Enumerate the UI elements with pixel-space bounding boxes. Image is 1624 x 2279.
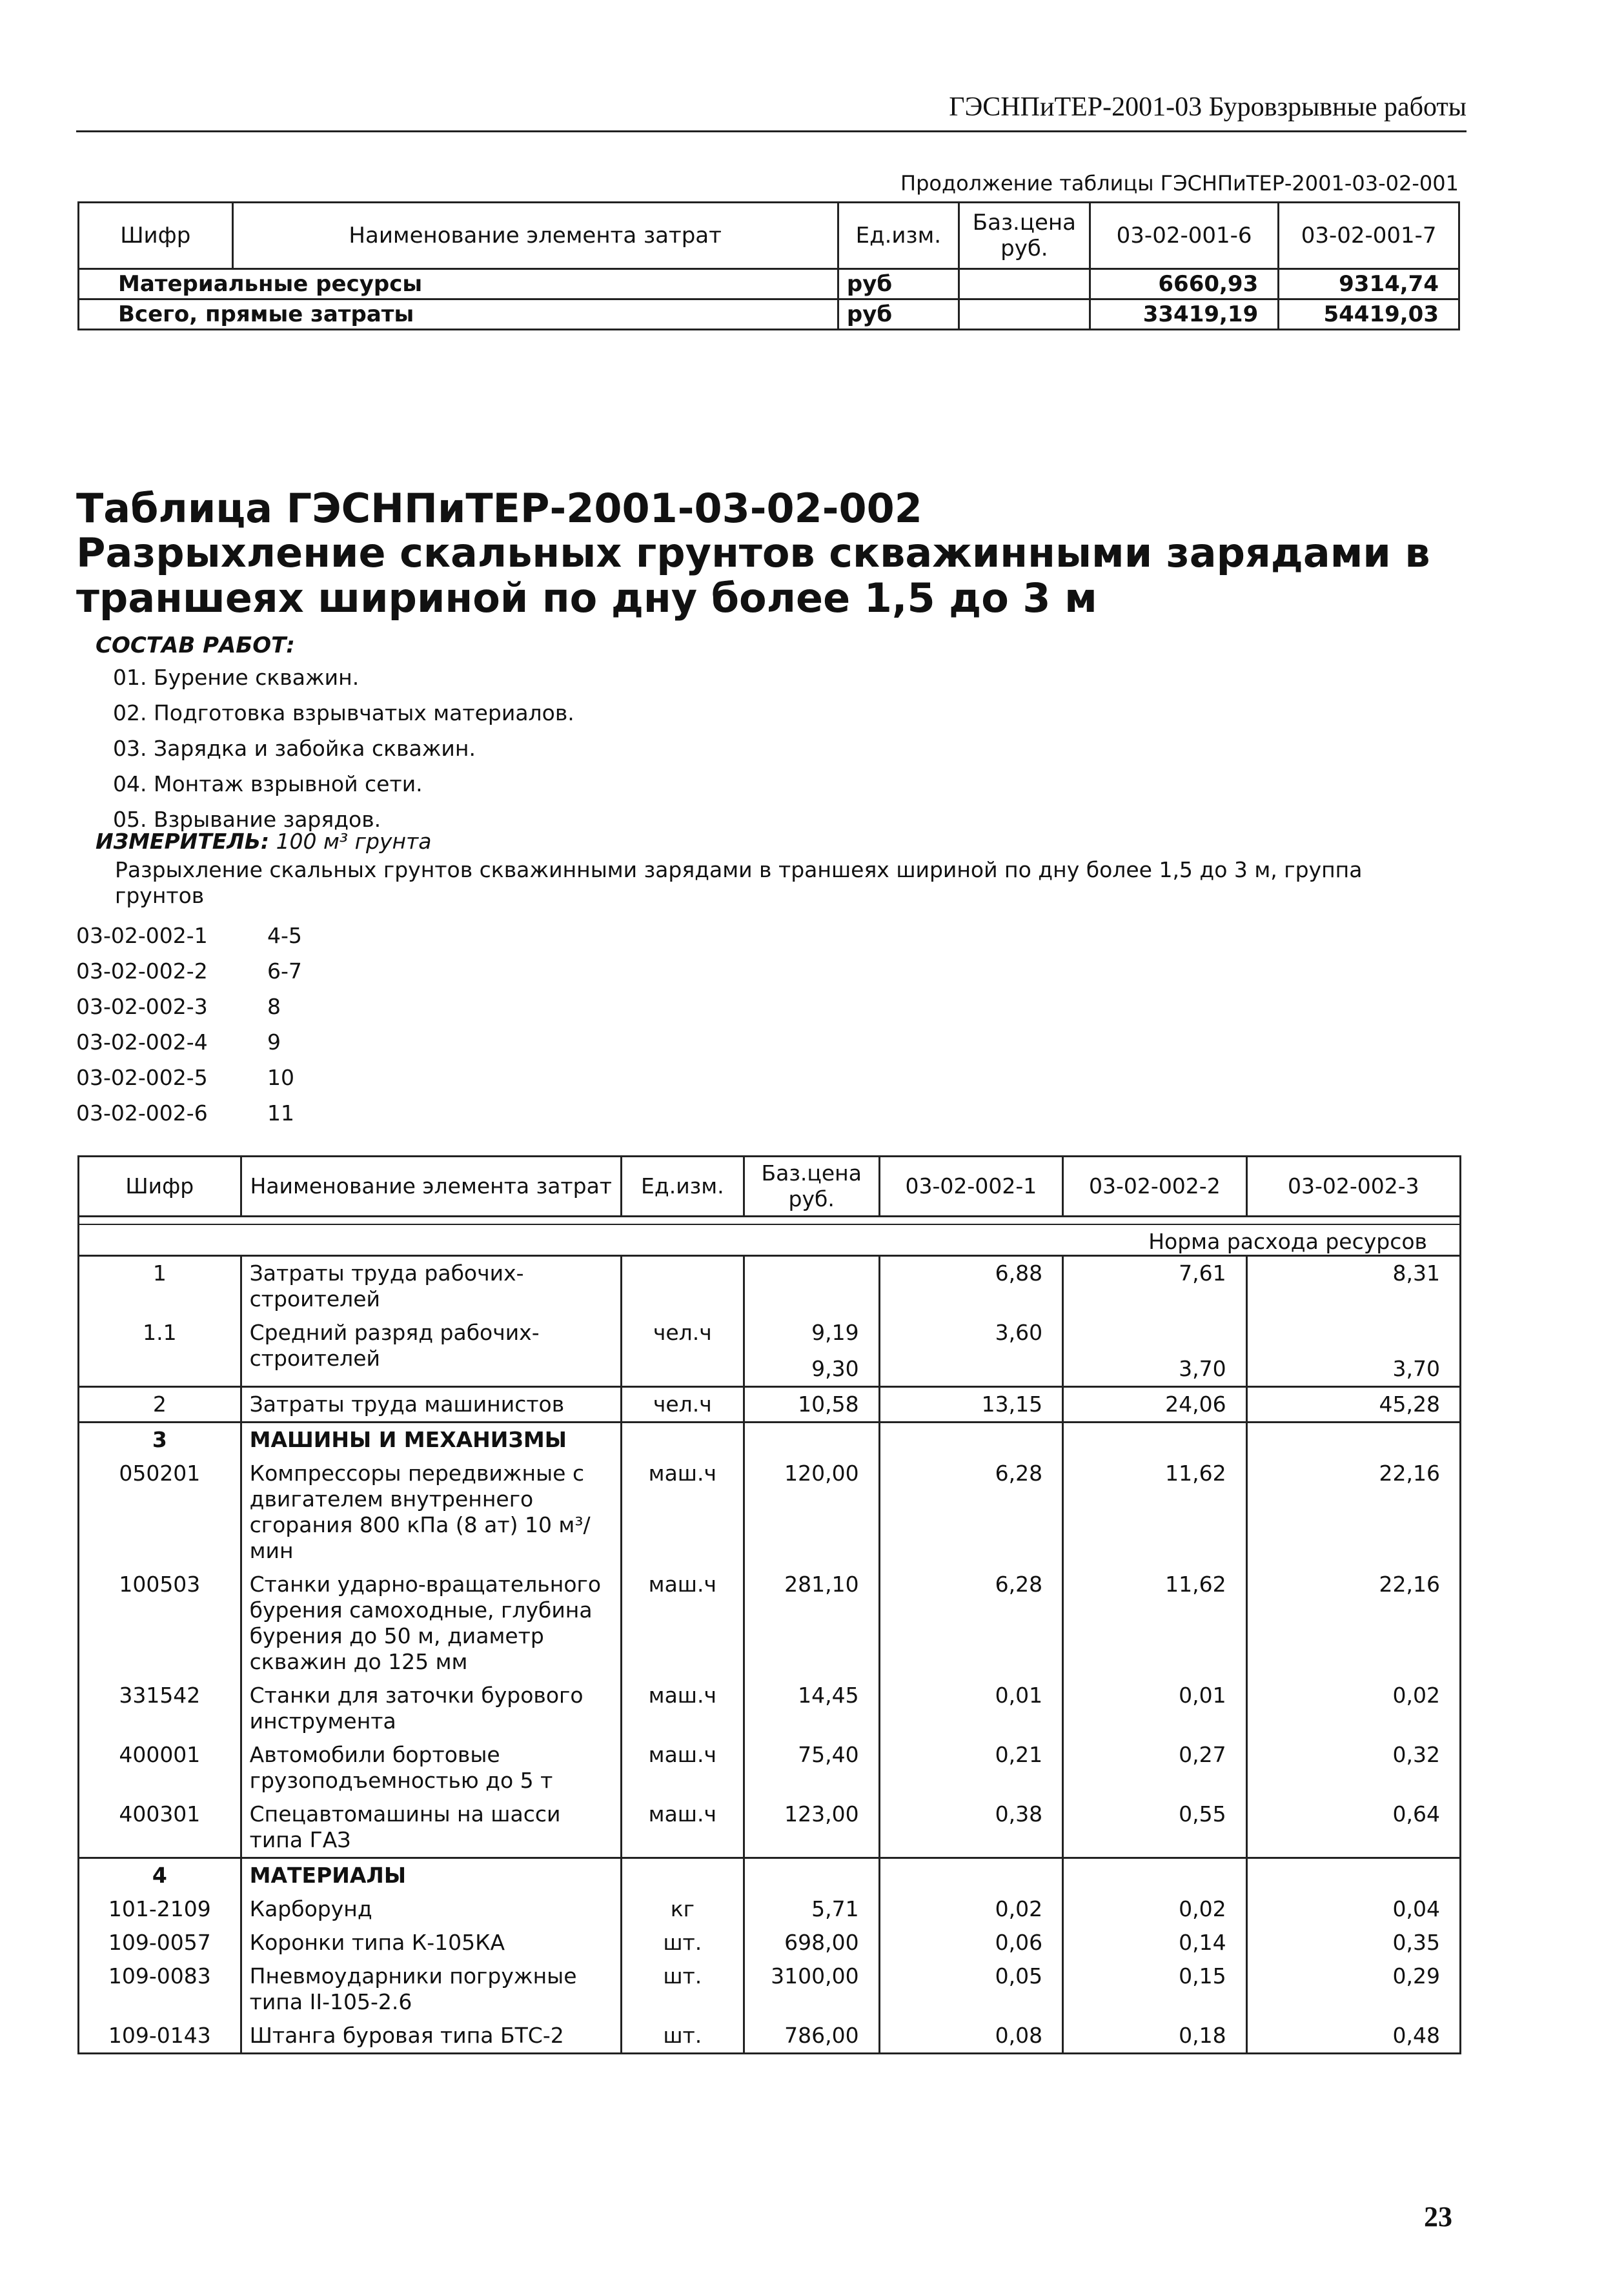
soil-group: 6-7 xyxy=(267,958,302,984)
row-price: 698,00 xyxy=(744,1926,879,1960)
section-row-materials xyxy=(79,1858,1461,1893)
row-name: Материальные ресурсы xyxy=(79,269,838,299)
soil-group: 11 xyxy=(267,1100,294,1126)
list-item: 04. Монтаж взрывной сети. xyxy=(113,771,423,796)
table-row xyxy=(79,1457,1461,1568)
list-item: 05. Взрывание зарядов. xyxy=(113,807,381,832)
norm-code: 03-02-002-2 xyxy=(76,958,208,984)
row-unit: маш.ч xyxy=(621,1798,744,1858)
list-item xyxy=(76,1024,302,1060)
row-code: 400301 xyxy=(119,1801,201,1827)
row-value-1: 0,02 xyxy=(879,1892,1062,1926)
row-value-1: 0,05 xyxy=(879,1960,1062,2019)
row-value-2 xyxy=(1063,1316,1246,1387)
row-price: 14,45 xyxy=(744,1679,879,1738)
row-unit: шт. xyxy=(621,1926,744,1960)
row-price xyxy=(959,269,1090,299)
row-unit: шт. xyxy=(621,2019,744,2054)
value-2: 3,70 xyxy=(1179,1356,1226,1381)
row-value-2: 11,62 xyxy=(1063,1568,1246,1679)
row-code: 109-0083 xyxy=(108,1963,211,1989)
row-value-1: 6660,93 xyxy=(1090,269,1278,299)
row-unit: руб xyxy=(838,299,959,330)
row-unit: маш.ч xyxy=(621,1568,744,1679)
row-name: Спецавтомашины на шасси типа ГАЗ xyxy=(241,1798,621,1858)
row-value-2: 54419,03 xyxy=(1279,299,1459,330)
row-name: Всего, прямые затраты xyxy=(79,299,838,330)
soil-group: 9 xyxy=(267,1029,281,1055)
row-name: Станки для заточки бурового инструмента xyxy=(241,1679,621,1738)
row-value-1: 6,88 xyxy=(879,1256,1062,1317)
row-value-1: 3,60 xyxy=(879,1316,1062,1387)
resource-table xyxy=(77,1155,1461,2054)
row-name: Средний разряд рабочих-строителей xyxy=(241,1316,621,1387)
soil-group: 4-5 xyxy=(267,923,302,948)
row-value-2: 0,55 xyxy=(1063,1798,1246,1858)
row-name: Затраты труда рабочих-строителей xyxy=(241,1256,621,1317)
meter-line xyxy=(96,827,432,856)
row-unit: чел.ч xyxy=(621,1387,744,1423)
works-list xyxy=(113,660,574,837)
row-price xyxy=(959,299,1090,330)
table-row xyxy=(79,1738,1461,1798)
row-value-1: 6,28 xyxy=(879,1457,1062,1568)
meter-value: 100 м³ грунта xyxy=(276,829,432,854)
list-item xyxy=(76,918,302,953)
section-title: МАШИНЫ И МЕХАНИЗМЫ xyxy=(241,1423,621,1457)
row-value-2: 7,61 xyxy=(1063,1256,1246,1317)
row-price: 281,10 xyxy=(744,1568,879,1679)
table-row xyxy=(79,269,1459,299)
continuation-table-header-row xyxy=(79,203,1459,269)
row-code: 101-2109 xyxy=(108,1896,211,1921)
running-title: ГЭСНПиТЕР-2001-03 Буровзрывные работы xyxy=(949,92,1467,122)
row-code: 100503 xyxy=(119,1572,201,1597)
norm-label: Норма расхода ресурсов xyxy=(79,1224,1461,1256)
row-name: Штанга буровая типа БТС-2 xyxy=(241,2019,621,2054)
norm-label-row xyxy=(79,1224,1461,1256)
table-row xyxy=(79,1960,1461,2019)
row-value-3: 0,35 xyxy=(1246,1926,1460,1960)
table-row xyxy=(79,1892,1461,1926)
header-cell-name: Наименование элемента затрат xyxy=(241,1157,621,1217)
table-row xyxy=(79,1256,1461,1317)
code-group-list xyxy=(76,918,302,1131)
row-code: 1.1 xyxy=(143,1320,177,1345)
row-code: 400001 xyxy=(119,1742,201,1767)
header-cell-col2: 03-02-002-2 xyxy=(1063,1157,1246,1217)
table-row xyxy=(79,299,1459,330)
row-unit: кг xyxy=(621,1892,744,1926)
row-value-2: 0,27 xyxy=(1063,1738,1246,1798)
list-item xyxy=(76,989,302,1024)
row-value-2: 9314,74 xyxy=(1279,269,1459,299)
table-row xyxy=(79,1568,1461,1679)
table-row xyxy=(79,1798,1461,1858)
list-item: 02. Подготовка взрывчатых материалов. xyxy=(113,700,574,725)
header-cell-price: Баз.цена руб. xyxy=(744,1157,879,1217)
row-name: Пневмоударники погружные типа II-105-2.6 xyxy=(241,1960,621,2019)
row-unit: чел.ч xyxy=(621,1316,744,1387)
row-value-3: 8,31 xyxy=(1246,1256,1460,1317)
section-code: 4 xyxy=(79,1858,241,1893)
continuation-table xyxy=(77,201,1460,330)
norm-code: 03-02-002-1 xyxy=(76,923,208,948)
row-value-3 xyxy=(1246,1316,1460,1387)
row-value-1: 13,15 xyxy=(879,1387,1062,1423)
meter-label: ИЗМЕРИТЕЛЬ: xyxy=(96,829,270,854)
row-value-2: 0,01 xyxy=(1063,1679,1246,1738)
row-value-3: 0,29 xyxy=(1246,1960,1460,2019)
header-cell-code: Шифр xyxy=(79,1157,241,1217)
header-cell-col1: 03-02-001-6 xyxy=(1090,203,1278,269)
row-value-3: 0,02 xyxy=(1246,1679,1460,1738)
row-value-3: 22,16 xyxy=(1246,1568,1460,1679)
section-row-machines xyxy=(79,1423,1461,1457)
row-price: 75,40 xyxy=(744,1738,879,1798)
resource-table-header-row xyxy=(79,1157,1461,1217)
row-value-1: 0,01 xyxy=(879,1679,1062,1738)
row-code: 331542 xyxy=(119,1683,201,1708)
row-value-3: 0,48 xyxy=(1246,2019,1460,2054)
header-cell-code: Шифр xyxy=(79,203,233,269)
norm-code: 03-02-002-4 xyxy=(76,1029,208,1055)
header-cell-col2: 03-02-001-7 xyxy=(1279,203,1459,269)
value-3: 3,70 xyxy=(1392,1356,1440,1381)
row-value-1: 0,38 xyxy=(879,1798,1062,1858)
row-code: 2 xyxy=(79,1387,241,1423)
row-value-3: 22,16 xyxy=(1246,1457,1460,1568)
row-code: 050201 xyxy=(119,1461,201,1486)
row-value-3: 45,28 xyxy=(1246,1387,1460,1423)
running-header xyxy=(76,90,1467,132)
list-item xyxy=(76,1095,302,1131)
row-unit xyxy=(621,1256,744,1317)
row-name: Коронки типа К-105КА xyxy=(241,1926,621,1960)
row-code: 109-0057 xyxy=(108,1930,211,1955)
row-value-2: 11,62 xyxy=(1063,1457,1246,1568)
row-value-1: 0,21 xyxy=(879,1738,1062,1798)
header-cell-unit: Ед.изм. xyxy=(621,1157,744,1217)
row-price: 10,58 xyxy=(744,1387,879,1423)
row-value-2: 24,06 xyxy=(1063,1387,1246,1423)
row-price: 123,00 xyxy=(744,1798,879,1858)
list-item: 03. Зарядка и забойка скважин. xyxy=(113,736,476,761)
header-cell-unit: Ед.изм. xyxy=(838,203,959,269)
table-row xyxy=(79,1679,1461,1738)
section-title: МАТЕРИАЛЫ xyxy=(241,1858,621,1893)
section-code: 3 xyxy=(79,1423,241,1457)
row-price xyxy=(744,1256,879,1317)
row-code: 109-0143 xyxy=(108,2023,211,2048)
row-value-2: 0,15 xyxy=(1063,1960,1246,2019)
spacer-row xyxy=(79,1217,1461,1225)
header-cell-col1: 03-02-002-1 xyxy=(879,1157,1062,1217)
header-cell-name: Наименование элемента затрат xyxy=(232,203,838,269)
row-unit: маш.ч xyxy=(621,1738,744,1798)
row-value-1: 0,06 xyxy=(879,1926,1062,1960)
row-value-3: 0,64 xyxy=(1246,1798,1460,1858)
row-name: Компрессоры передвижные с двигателем внутреннего сгорания 800 кПа (8 ат) 10 м³/мин xyxy=(241,1457,621,1568)
norm-code: 03-02-002-5 xyxy=(76,1065,208,1090)
list-item xyxy=(76,953,302,989)
price-b: 9,30 xyxy=(811,1356,859,1381)
list-item xyxy=(76,1060,302,1095)
row-value-2: 0,14 xyxy=(1063,1926,1246,1960)
row-name: Автомобили бортовые грузоподъемностью до 5 т xyxy=(241,1738,621,1798)
row-value-3: 0,32 xyxy=(1246,1738,1460,1798)
row-price: 3100,00 xyxy=(744,1960,879,2019)
list-item: 01. Бурение скважин. xyxy=(113,665,360,690)
row-value-2: 0,18 xyxy=(1063,2019,1246,2054)
table-row xyxy=(79,1316,1461,1387)
row-unit: шт. xyxy=(621,1960,744,2019)
table-row xyxy=(79,1926,1461,1960)
row-unit: маш.ч xyxy=(621,1457,744,1568)
row-code: 1 xyxy=(152,1261,167,1286)
row-value-3: 0,04 xyxy=(1246,1892,1460,1926)
header-cell-col3: 03-02-002-3 xyxy=(1246,1157,1460,1217)
soil-group: 8 xyxy=(267,994,281,1019)
continuation-title: Продолжение таблицы ГЭСНПиТЕР-2001-03-02-001 xyxy=(900,171,1459,196)
row-value-2: 0,02 xyxy=(1063,1892,1246,1926)
price-a: 9,19 xyxy=(811,1320,859,1345)
row-value-1: 6,28 xyxy=(879,1568,1062,1679)
row-name: Станки ударно-вращательного бурения самоходные, глубина бурения до 50 м, диаметр скважин до 125 мм xyxy=(241,1568,621,1679)
row-value-1: 33419,19 xyxy=(1090,299,1278,330)
row-value-1: 0,08 xyxy=(879,2019,1062,2054)
soil-group: 10 xyxy=(267,1065,294,1090)
norm-code: 03-02-002-6 xyxy=(76,1100,208,1126)
page-number: 23 xyxy=(1424,2201,1452,2233)
norm-code: 03-02-002-3 xyxy=(76,994,208,1019)
row-unit: руб xyxy=(838,269,959,299)
row-price: 786,00 xyxy=(744,2019,879,2054)
works-heading: СОСТАВ РАБОТ: xyxy=(96,633,295,658)
table-row xyxy=(79,2019,1461,2054)
row-price: 120,00 xyxy=(744,1457,879,1568)
table-code-heading: Таблица ГЭСНПиТЕР-2001-03-02-002 xyxy=(76,485,922,532)
row-name: Карборунд xyxy=(241,1892,621,1926)
table-row xyxy=(79,1387,1461,1423)
header-cell-price: Баз.цена руб. xyxy=(959,203,1090,269)
table-description: Разрыхление скальных грунтов скважинными зарядами в траншеях шириной по дну более 1,5 до 3 м, группа грунтов xyxy=(115,857,1363,908)
row-price: 5,71 xyxy=(744,1892,879,1926)
row-price xyxy=(744,1316,879,1387)
row-name: Затраты труда машинистов xyxy=(241,1387,621,1423)
table-title: Разрыхление скальных грунтов скважинными зарядами в траншеях шириной по дну более 1,5 до 3 м xyxy=(76,529,1430,622)
row-unit: маш.ч xyxy=(621,1679,744,1738)
